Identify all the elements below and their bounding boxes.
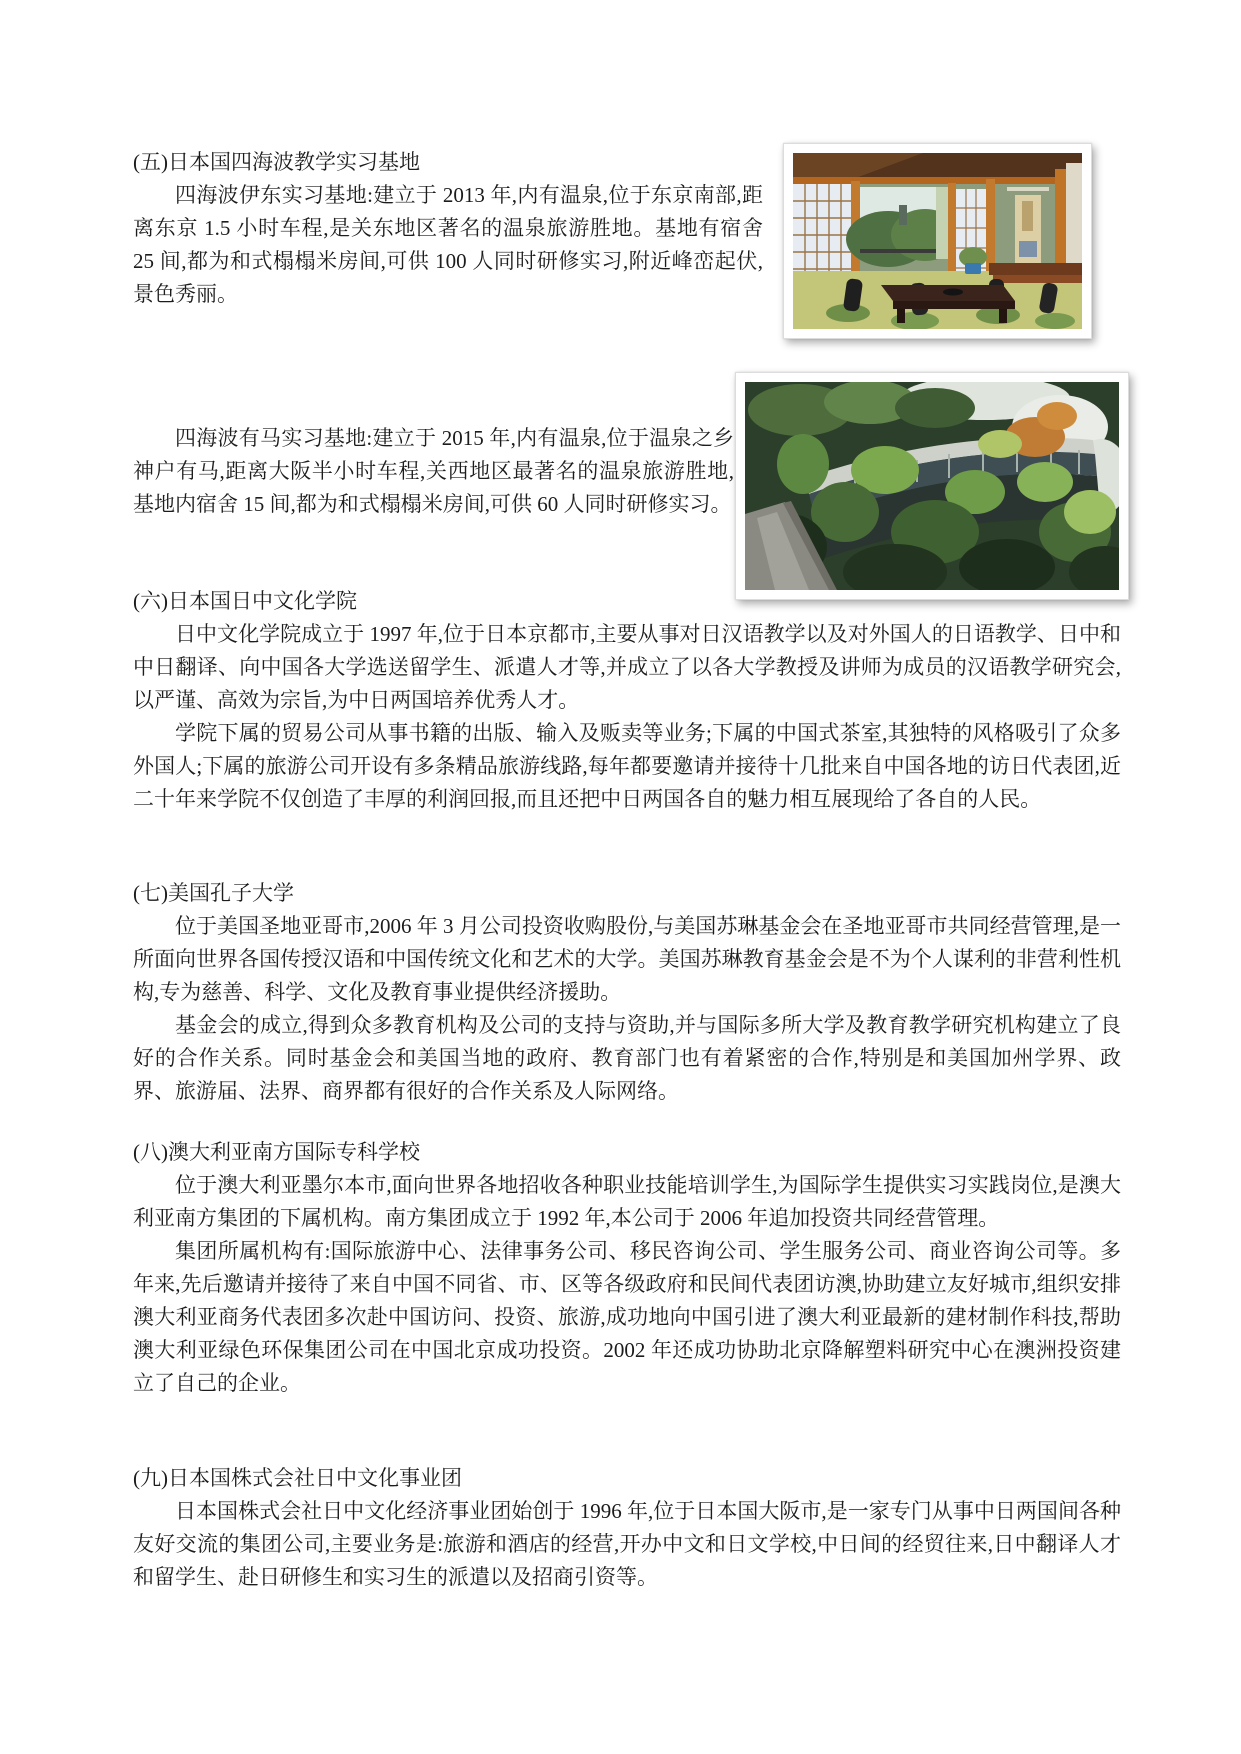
paragraph-foundation-cooperation: 基金会的成立,得到众多教育机构及公司的支持与资助,并与国际多所大学及教育教学研究机构建立了良好的合作关系。同时基金会和美国当地的政府、教育部门也有着紧密的合作,特别是和美国加州学界、政界、旅游届、法界、商界都有很好的合作关系及人际网络。 bbox=[133, 1013, 1121, 1103]
section-heading-southern-college: (八)澳大利亚南方国际专科学校 bbox=[133, 1140, 420, 1164]
paragraph-university-overview: 位于美国圣地亚哥市,2006 年 3 月公司投资收购股份,与美国苏琳基金会在圣地亚哥市共同经营管理,是一所面向世界各国传授汉语和中国传统文化和艺术的大学。美国苏琳教育基金会是不为个人谋利的非营利性机构,专为慈善、科学、文化及教育事业提供经济援助。 bbox=[133, 914, 1121, 1004]
section-heading-culture-enterprise-group: (九)日本国株式会社日中文化事业团 bbox=[133, 1466, 462, 1490]
section-heading-shikainami-base: (五)日本国四海波教学实习基地 bbox=[133, 150, 420, 174]
section-body-southern-college bbox=[133, 1169, 1121, 1400]
section-body-confucius-university bbox=[133, 910, 1121, 1108]
paragraph-institute-overview: 日中文化学院成立于 1997 年,位于日本京都市,主要从事对日汉语教学以及对外国人的日语教学、日中和中日翻译、向中国各大学选送留学生、派遣人才等,并成立了以各大学教授及讲师为成员的汉语教学研究会,以严谨、高效为宗旨,为中日两国培养优秀人才。 bbox=[133, 622, 1121, 712]
paragraph-enterprise-overview: 日本国株式会社日中文化经济事业团始创于 1996 年,位于日本国大阪市,是一家专门从事中日两国间各种友好交流的集团公司,主要业务是:旅游和酒店的经营,开办中文和日文学校,中日间的经贸往来,日中翻译人才和留学生、赴日研修生和实习生的派遣以及招商引资等。 bbox=[133, 1499, 1121, 1589]
paragraph-institute-subsidiaries: 学院下属的贸易公司从事书籍的出版、输入及贩卖等业务;下属的中国式茶室,其独特的风格吸引了众多外国人;下属的旅游公司开设有多条精品旅游线路,每年都要邀请并接待十几批来自中国各地的访日代表团,近二十年来学院不仅创造了丰厚的利润回报,而且还把中日两国各自的魅力相互展现给了各自的人民。 bbox=[133, 721, 1121, 811]
paragraph-college-overview: 位于澳大利亚墨尔本市,面向世界各地招收各种职业技能培训学生,为国际学生提供实习实践岗位,是澳大利亚南方集团的下属机构。南方集团成立于 1992 年,本公司于 2006 年追加投资共同经营管理。 bbox=[133, 1173, 1121, 1230]
paragraph-arima-base: 四海波有马实习基地:建立于 2015 年,内有温泉,位于温泉之乡神户有马,距离大阪半小时车程,关西地区最著名的温泉旅游胜地,基地内宿舍 15 间,都为和式榻榻米房间,可供 60 人同时研修实习。 bbox=[133, 426, 734, 516]
section-body-culture-enterprise-group bbox=[133, 1495, 1121, 1594]
section-heading-culture-institute: (六)日本国日中文化学院 bbox=[133, 589, 357, 613]
section-body-culture-institute bbox=[133, 618, 1121, 816]
photo-arima-building-illustration bbox=[745, 382, 1119, 590]
paragraph-group-activities: 集团所属机构有:国际旅游中心、法律事务公司、移民咨询公司、学生服务公司、商业咨询公司等。多年来,先后邀请并接待了来自中国不同省、市、区等各级政府和民间代表团访澳,协助建立友好城市,组织安排澳大利亚商务代表团多次赴中国访问、投资、旅游,成功地向中国引进了澳大利亚最新的建材制作科技,帮助澳大利亚绿色环保集团公司在中国北京成功投资。2002 年还成功协助北京降解塑料研究中心在澳洲投资建立了自己的企业。 bbox=[133, 1239, 1121, 1395]
photo-arima-building bbox=[735, 372, 1129, 600]
photo-tatami-room-illustration bbox=[793, 153, 1082, 329]
section-heading-confucius-university: (七)美国孔子大学 bbox=[133, 881, 294, 905]
paragraph-ito-base: 四海波伊东实习基地:建立于 2013 年,内有温泉,位于东京南部,距离东京 1.5 小时车程,是关东地区著名的温泉旅游胜地。基地有宿舍 25 间,都为和式榻榻米房间,可供 100 人同时研修实习,附近峰峦起伏,景色秀丽。 bbox=[133, 183, 763, 306]
photo-tatami-room bbox=[783, 143, 1092, 339]
